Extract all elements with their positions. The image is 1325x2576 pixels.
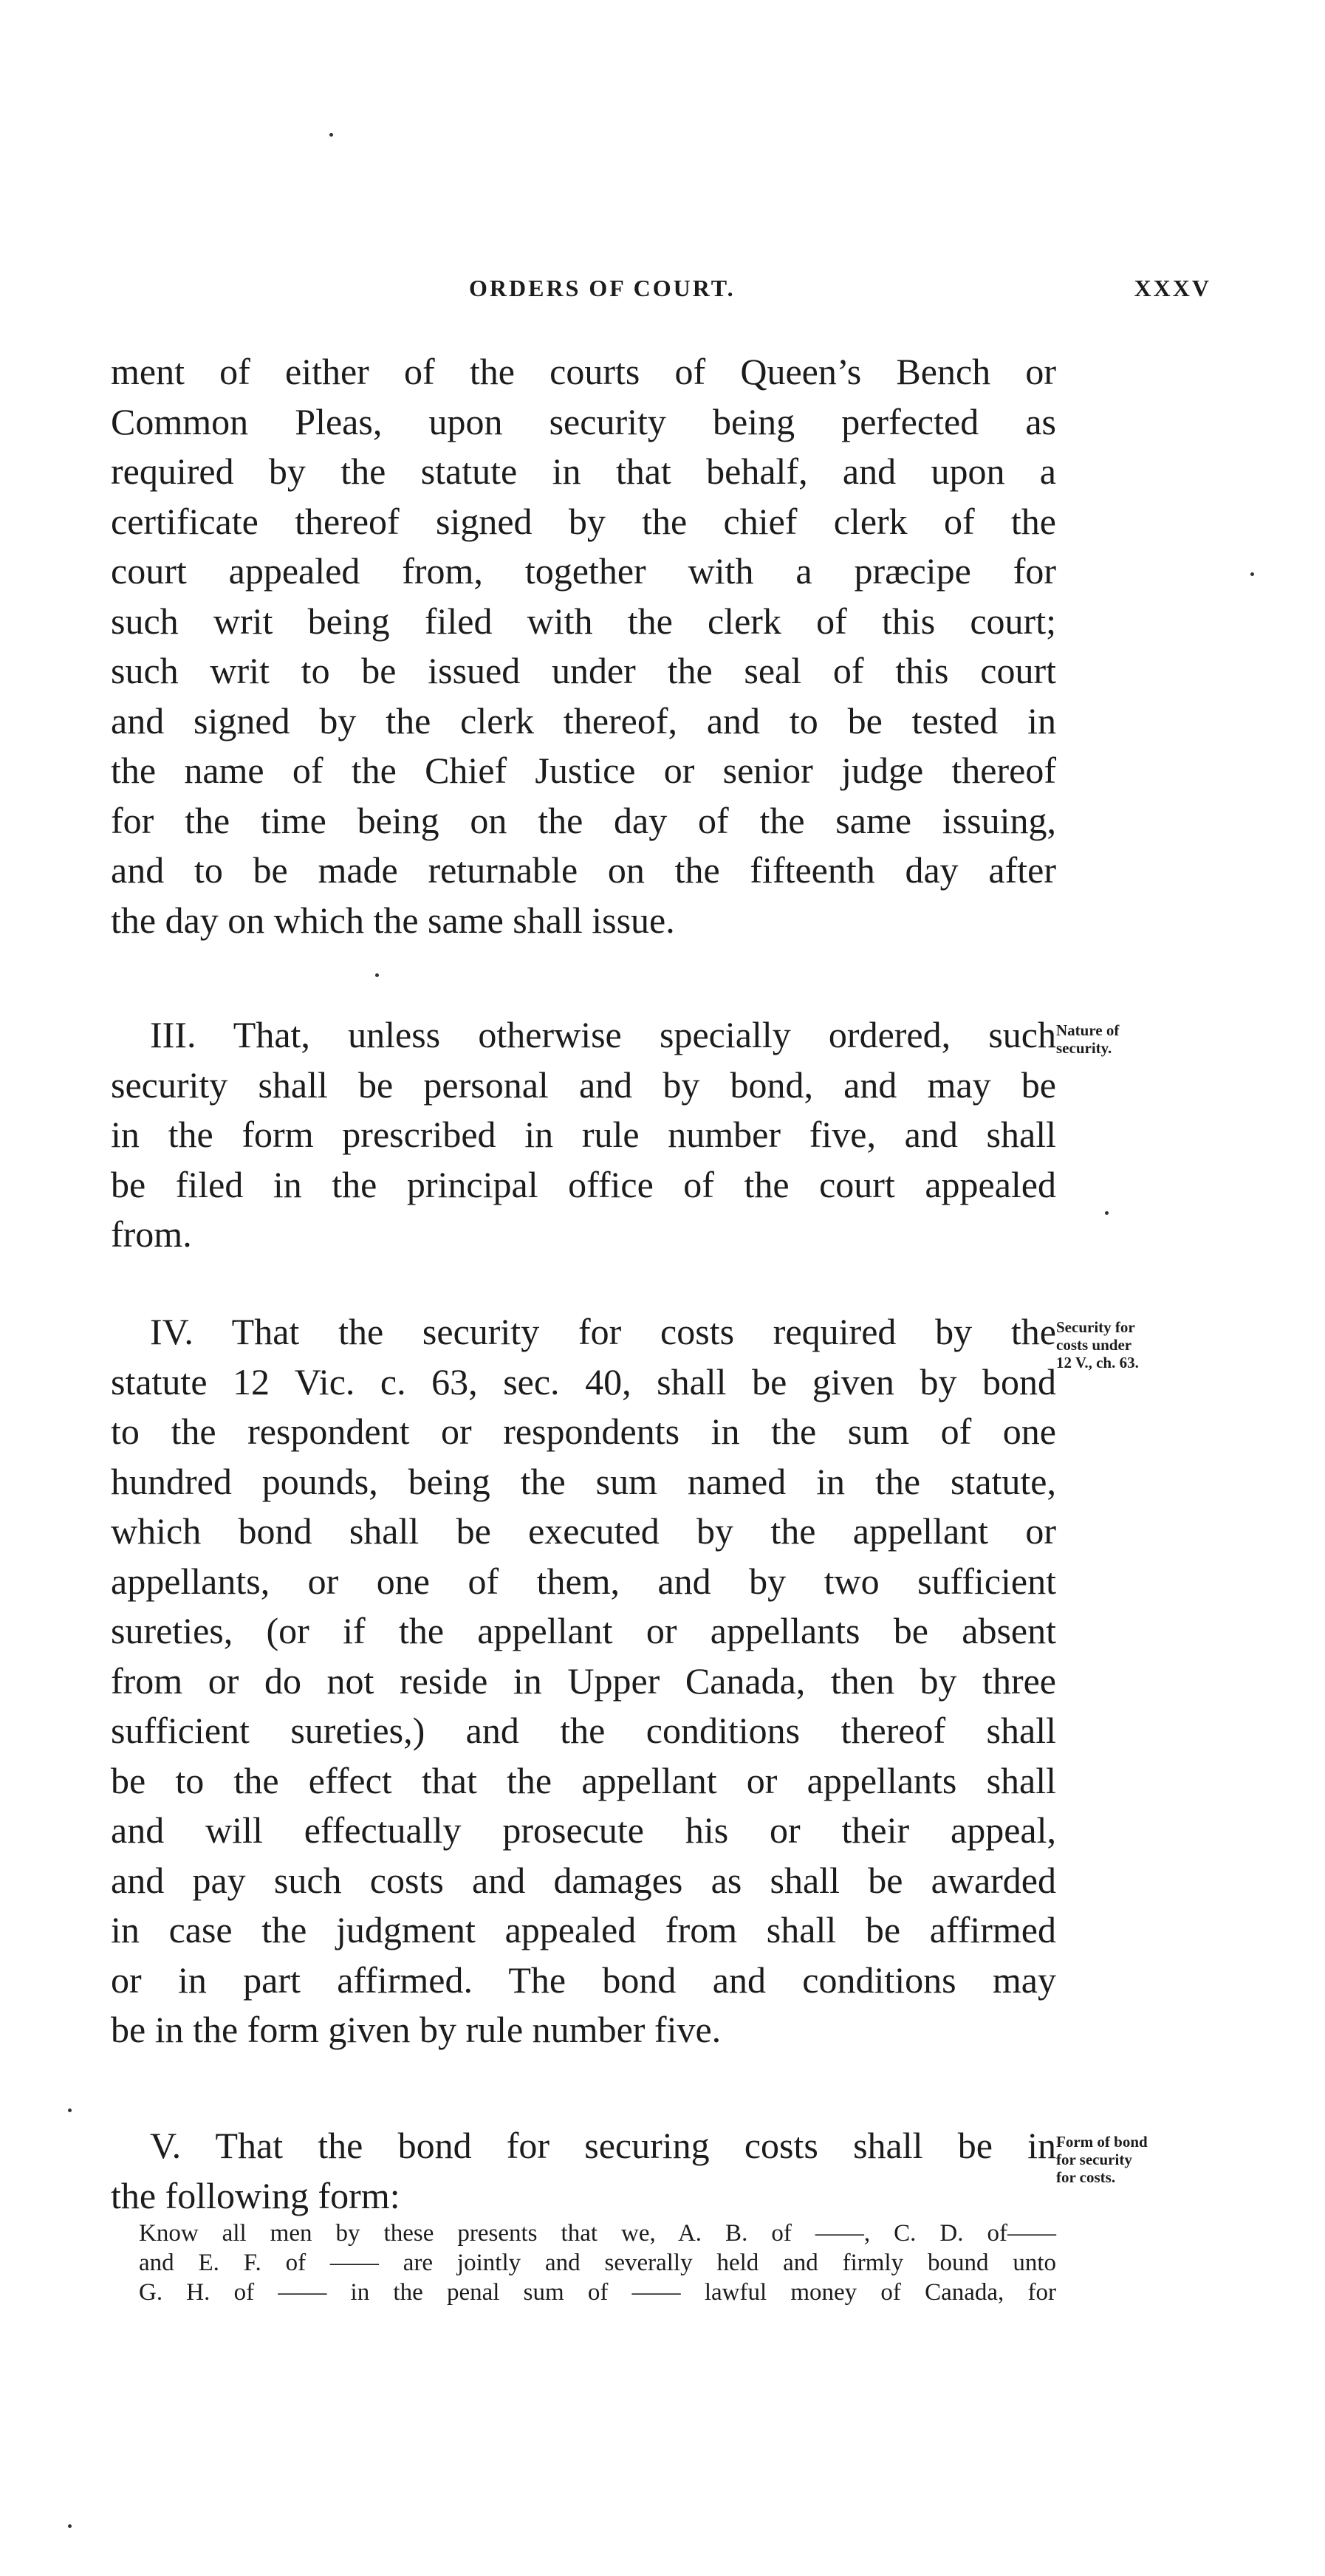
- bond-form-text: [139, 2219, 1056, 2307]
- text-line: from.: [111, 1213, 192, 1255]
- text-line: which bond shall be executed by the appellant or: [111, 1510, 1056, 1552]
- paragraph-continuation: [111, 347, 1056, 945]
- paragraph-rule-v: [111, 2121, 1056, 2221]
- margin-note-line: for costs.: [1056, 2168, 1116, 2186]
- margin-note-line: Security for: [1056, 1318, 1135, 1336]
- print-speck: [375, 973, 379, 977]
- text-line: the day on which the same shall issue.: [111, 899, 675, 941]
- paragraph-rule-iv: [111, 1307, 1056, 2055]
- margin-note-nature-of-security: [1056, 1021, 1226, 1057]
- text-line: in the form prescribed in rule number five, and shall: [111, 1114, 1056, 1155]
- text-line: the following form:: [111, 2174, 400, 2216]
- text-line: and pay such costs and damages as shall be awarded: [111, 1859, 1056, 1901]
- text-line: and to be made returnable on the fifteenth day after: [111, 849, 1056, 891]
- margin-note-security-for-costs: [1056, 1318, 1226, 1371]
- text-line: sureties, (or if the appellant or appellants be absent: [111, 1610, 1056, 1651]
- text-line: hundred pounds, being the sum named in the statute,: [111, 1460, 1056, 1502]
- margin-note-form-of-bond: [1056, 2133, 1226, 2186]
- running-head: [111, 275, 1211, 304]
- print-speck: [68, 2524, 72, 2528]
- paragraph-rule-iii: [111, 1010, 1056, 1260]
- text-line: or in part affirmed. The bond and conditions may: [111, 1959, 1056, 2001]
- form-line: G. H. of —— in the penal sum of —— lawful money of Canada, for: [139, 2279, 1056, 2306]
- text-line: statute 12 Vic. c. 63, sec. 40, shall be given by bond: [111, 1360, 1056, 1402]
- margin-note-line: for security: [1056, 2151, 1132, 2168]
- margin-note-line: Nature of: [1056, 1021, 1120, 1039]
- text-line: appellants, or one of them, and by two sufficient: [111, 1560, 1056, 1602]
- margin-note-line: 12 V., ch. 63.: [1056, 1354, 1139, 1371]
- print-speck: [329, 133, 333, 137]
- text-line: court appealed from, together with a præcipe for: [111, 550, 1056, 592]
- page-number: XXXV: [1134, 275, 1211, 301]
- text-line: be filed in the principal office of the court appealed: [111, 1163, 1056, 1205]
- margin-note-line: security.: [1056, 1039, 1112, 1057]
- margin-note-line: Form of bond: [1056, 2133, 1148, 2151]
- form-line: and E. F. of —— are jointly and severally held and firmly bound unto: [139, 2250, 1056, 2276]
- margin-note-line: costs under: [1056, 1336, 1132, 1354]
- print-speck: [68, 2109, 72, 2112]
- text-line: required by the statute in that behalf, and upon a: [111, 451, 1056, 492]
- text-line: ment of either of the courts of Queen’s Bench or: [111, 351, 1056, 392]
- text-line: sufficient sureties,) and the conditions thereof shall: [111, 1710, 1056, 1751]
- text-line: from or do not reside in Upper Canada, then by three: [111, 1659, 1056, 1702]
- text-line: be in the form given by rule number five.: [111, 2009, 722, 2050]
- form-line: Know all men by these presents that we, A. B. of ——, C. D. of——: [139, 2220, 1056, 2247]
- text-line: such writ being filed with the clerk of this court;: [111, 600, 1056, 642]
- text-line: V. That the bond for securing costs shall be in: [150, 2125, 1056, 2166]
- text-line: III. That, unless otherwise specially ordered, such: [150, 1014, 1056, 1055]
- text-line: IV. That the security for costs required by the: [150, 1311, 1056, 1352]
- text-line: for the time being on the day of the same issuing,: [111, 799, 1056, 841]
- text-line: Common Pleas, upon security being perfected as: [111, 400, 1056, 442]
- print-speck: [1250, 572, 1254, 576]
- print-speck: [1105, 1211, 1109, 1215]
- running-title: ORDERS OF COURT.: [469, 275, 736, 301]
- text-line: security shall be personal and by bond, and may be: [111, 1063, 1056, 1106]
- text-line: to the respondent or respondents in the sum of one: [111, 1411, 1056, 1452]
- text-line: certificate thereof signed by the chief clerk of the: [111, 500, 1056, 542]
- text-line: the name of the Chief Justice or senior judge thereof: [111, 750, 1056, 791]
- text-line: be to the effect that the appellant or appellants shall: [111, 1759, 1056, 1801]
- text-line: and will effectually prosecute his or their appeal,: [111, 1809, 1056, 1851]
- text-line: in case the judgment appealed from shall be affirmed: [111, 1909, 1056, 1950]
- text-line: and signed by the clerk thereof, and to be tested in: [111, 699, 1056, 741]
- text-line: such writ to be issued under the seal of this court: [111, 650, 1056, 691]
